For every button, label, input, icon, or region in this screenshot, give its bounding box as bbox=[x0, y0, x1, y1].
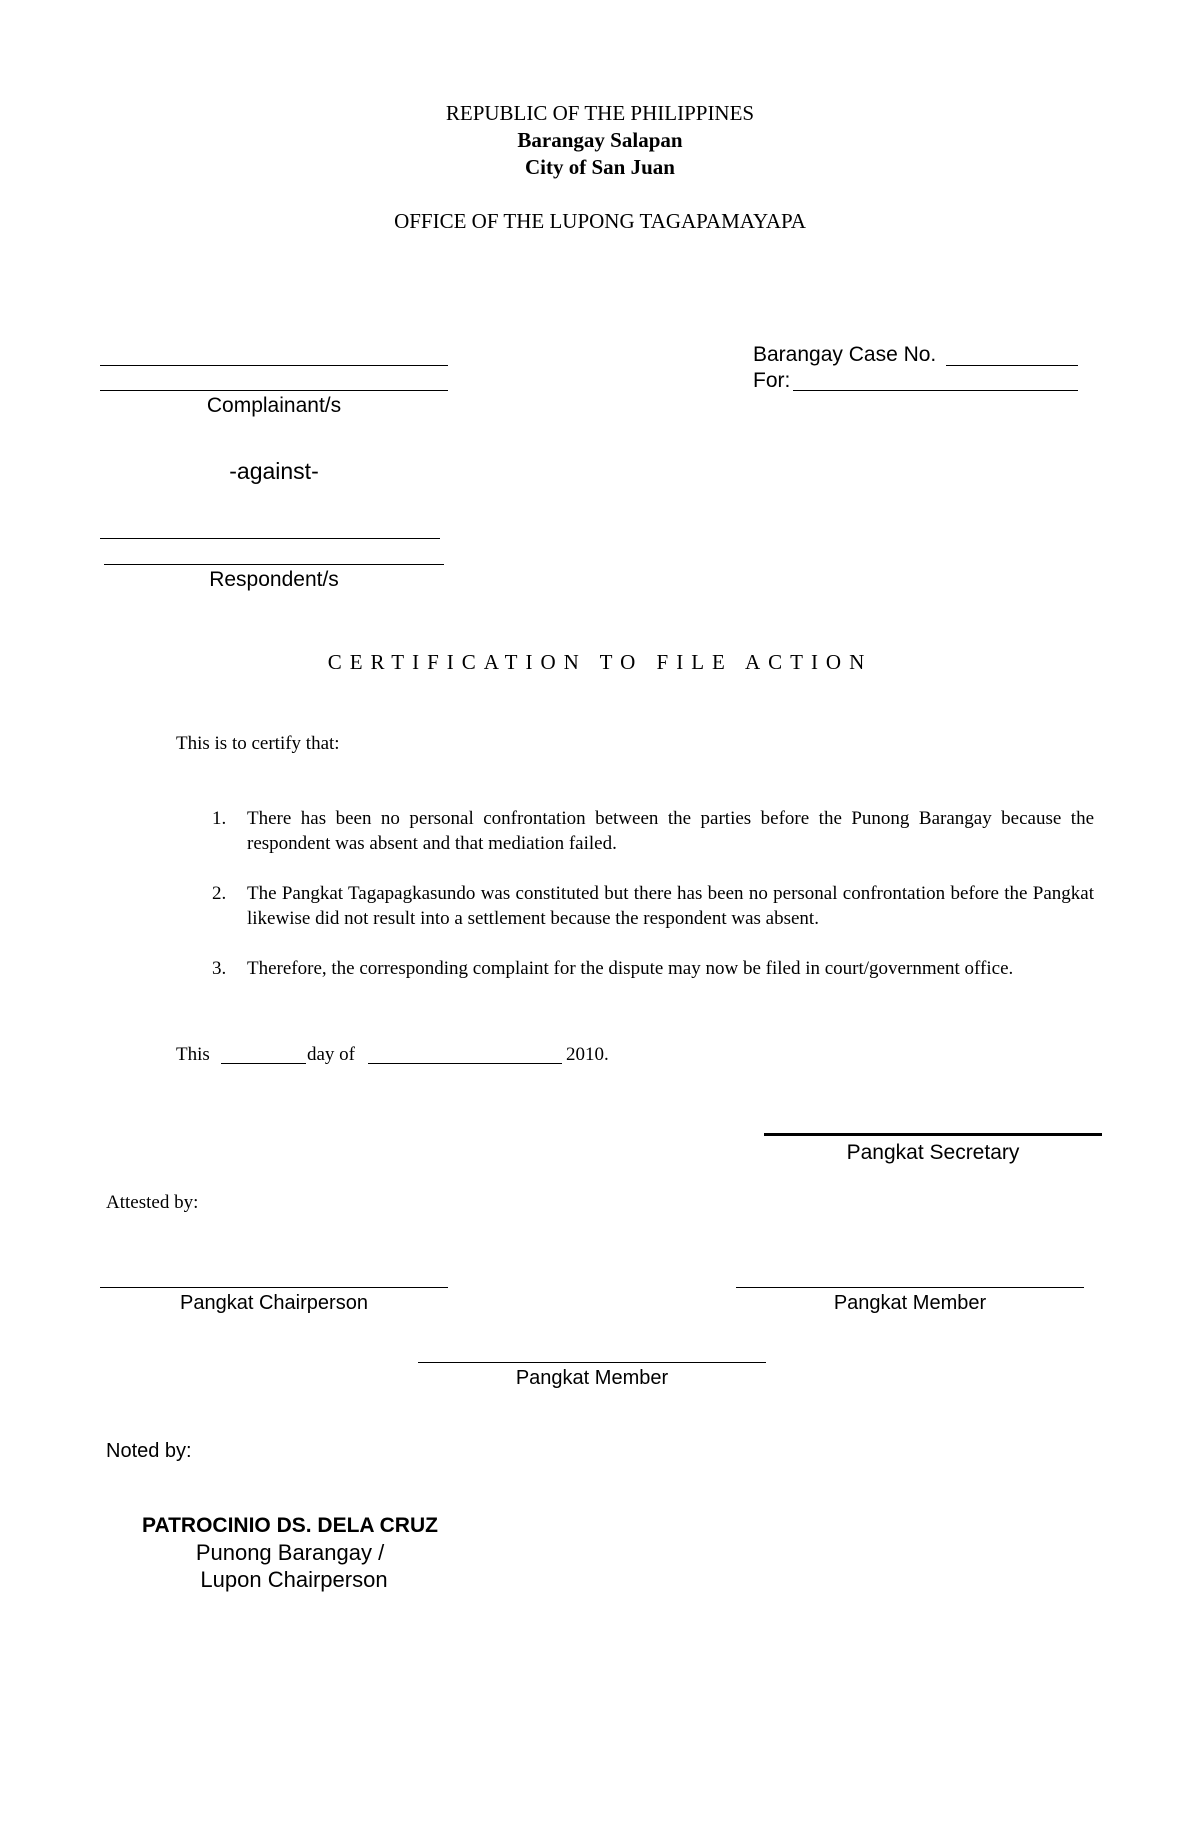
date-day-of: day of bbox=[307, 1044, 356, 1065]
item-number: 2. bbox=[212, 883, 227, 904]
header-office: OFFICE OF THE LUPONG TAGAPAMAYAPA bbox=[394, 209, 806, 233]
header-republic: REPUBLIC OF THE PHILIPPINES bbox=[445, 101, 755, 125]
noted-by-label: Noted by: bbox=[106, 1440, 192, 1462]
complainant-line-2[interactable] bbox=[100, 390, 448, 391]
list-item bbox=[212, 806, 1094, 858]
item-number: 3. bbox=[212, 958, 227, 979]
header-barangay: Barangay Salapan bbox=[517, 128, 683, 152]
item-text: Therefore, the corresponding complaint for the dispute may now be filed in court/government office. bbox=[247, 958, 1014, 979]
noted-name: PATROCINIO DS. DELA CRUZ bbox=[142, 1514, 438, 1537]
item-text: The Pangkat Tagapagkasundo was constituted but there has been no personal confrontation before the Pangkat likewise did not result into a settlement because the respondent was absent. bbox=[247, 883, 1094, 929]
date-this: This bbox=[176, 1044, 210, 1065]
document-title: CERTIFICATION TO FILE ACTION bbox=[327, 650, 873, 674]
noted-title-2: Lupon Chairperson bbox=[200, 1567, 388, 1592]
member1-label: Pangkat Member bbox=[833, 1292, 987, 1314]
chairperson-label: Pangkat Chairperson bbox=[180, 1292, 368, 1314]
case-no-label: Barangay Case No. bbox=[753, 343, 937, 366]
item-text: There has been no personal confrontation between the parties before the Punong Barangay because the respondent was absent and that mediation failed. bbox=[247, 808, 1094, 854]
respondent-line-2[interactable] bbox=[104, 564, 444, 565]
secretary-signature-line[interactable] bbox=[764, 1133, 1102, 1136]
respondent-line-1[interactable] bbox=[100, 538, 440, 539]
member2-label: Pangkat Member bbox=[515, 1367, 669, 1389]
day-field[interactable] bbox=[221, 1063, 306, 1064]
case-no-field[interactable] bbox=[946, 365, 1078, 366]
list-item bbox=[212, 956, 1094, 1008]
respondent-label: Respondent/s bbox=[209, 568, 339, 591]
for-label: For: bbox=[753, 369, 791, 392]
attested-by-label: Attested by: bbox=[106, 1192, 199, 1213]
chairperson-signature-line[interactable] bbox=[100, 1287, 448, 1288]
list-item bbox=[212, 881, 1094, 933]
for-field[interactable] bbox=[793, 390, 1078, 391]
intro-text: This is to certify that: bbox=[176, 733, 340, 754]
member1-signature-line[interactable] bbox=[736, 1287, 1084, 1288]
item-number: 1. bbox=[212, 808, 227, 829]
header-city: City of San Juan bbox=[525, 155, 675, 179]
member2-signature-line[interactable] bbox=[418, 1362, 766, 1363]
complainant-label: Complainant/s bbox=[206, 394, 342, 417]
date-year: 2010. bbox=[566, 1044, 609, 1065]
noted-title-1: Punong Barangay / bbox=[195, 1540, 385, 1565]
against-label: -against- bbox=[229, 458, 319, 484]
complainant-line-1[interactable] bbox=[100, 365, 448, 366]
month-field[interactable] bbox=[368, 1063, 562, 1064]
secretary-label: Pangkat Secretary bbox=[846, 1141, 1020, 1164]
